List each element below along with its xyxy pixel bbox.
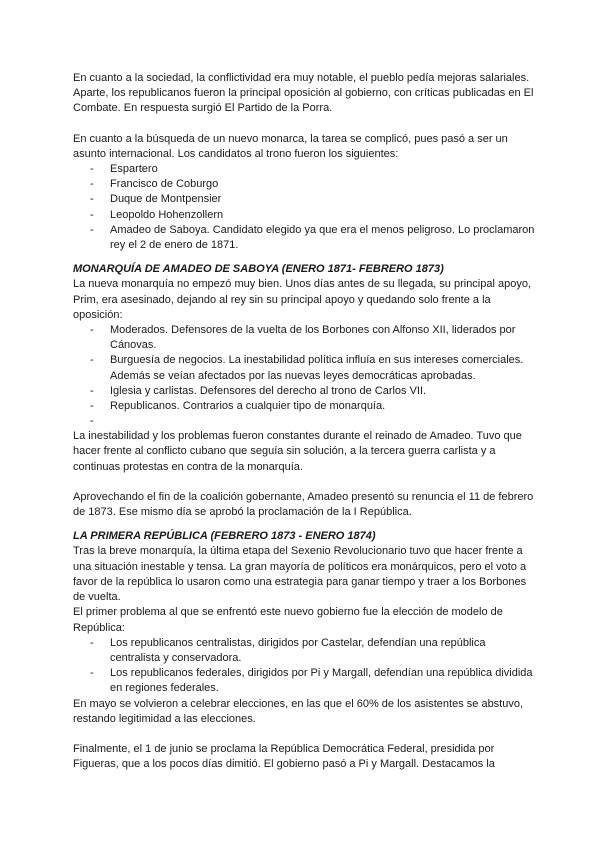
list-item: - Republicanos. Contrarios a cualquier tipo de monarquía. <box>90 399 535 414</box>
list-item: - Duque de Montpensier <box>90 192 535 207</box>
list-item: - Francisco de Coburgo <box>90 177 535 192</box>
list-item: - Moderados. Defensores de la vuelta de los Borbones con Alfonso XII, liderados por Cánovas. <box>90 323 535 353</box>
list-item: - Amadeo de Saboya. Candidato elegido ya que era el menos peligroso. Lo proclamaron rey el 2 de enero de 1871. <box>90 223 535 253</box>
paragraph-new-monarch: En cuanto a la búsqueda de un nuevo monarca, la tarea se complicó, pues pasó a ser un asunto internacional. Los candidatos al trono fueron los siguientes: <box>73 132 508 160</box>
list-item: - Leopoldo Hohenzollern <box>90 208 535 223</box>
paragraph-model-problem: El primer problema al que se enfrentó este nuevo gobierno fue la elección de modelo de República: <box>73 606 503 634</box>
paragraph-elections: En mayo se volvieron a celebrar elecciones, en las que el 60% de los asistentes se abstuvo, restando legitimidad a las elecciones. <box>73 697 524 725</box>
paragraph-instability: La inestabilidad y los problemas fueron constantes durante el reinado de Amadeo. Tuvo que hacer frente al conflicto cubano que seguía sin solución, a la tercera guerra carlista y a continuas protestas en contra de la monarquía. <box>73 430 522 473</box>
document-body <box>73 71 535 772</box>
list-item: - Los republicanos centralistas, dirigidos por Castelar, defendían una república centralista y conservadora. <box>90 636 535 666</box>
section-heading-republic: LA PRIMERA REPÚBLICA (FEBRERO 1873 - ENERO 1874) <box>73 530 376 543</box>
candidates-list <box>73 162 535 253</box>
paragraph-abdication: Aprovechando el fin de la coalición gobernante, Amadeo presentó su renuncia el 11 de febrero de 1873. Ese mismo día se aprobó la proclamación de la I República. <box>73 490 534 519</box>
list-item: - Iglesia y carlistas. Defensores del derecho al trono de Carlos VII. <box>90 384 535 399</box>
section-heading-amadeo: MONARQUÍA DE AMADEO DE SABOYA (ENERO 1871- FEBRERO 1873) <box>73 263 444 276</box>
paragraph-federal-republic: Finalmente, el 1 de junio se proclama la República Democrática Federal, presidida por Figueras, que a los pocos días dimitió. El gobierno pasó a Pi y Margall. Destacamos la <box>73 742 495 771</box>
paragraph-republic-intro: Tras la breve monarquía, la última etapa del Sexenio Revolucionario tuvo que hacer frente a una situación inestable y tensa. La gran mayoría de políticos era monárquicos, pero el voto a favor de la república lo usaron como una estrategia para ganar tiempo y traer a los Borbones de vuelta. <box>73 545 527 604</box>
list-item-empty <box>90 414 535 429</box>
paragraph-society: En cuanto a la sociedad, la conflictividad era muy notable, el pueblo pedía mejoras salariales. Aparte, los republicanos fueron la principal oposición al gobierno, con críticas publicadas en El Combate. En respuesta surgió El Partido de la Porra. <box>73 72 534 115</box>
models-list <box>73 636 535 697</box>
paragraph-amadeo-intro: La nueva monarquía no empezó muy bien. Unos días antes de su llegada, su principal apoyo, Prim, era asesinado, dejando al rey sin su principal apoyo y quedando solo frente a la oposición: <box>73 278 532 321</box>
opposition-list <box>73 323 535 429</box>
list-item: - Espartero <box>90 162 535 177</box>
list-item: - Burguesía de negocios. La inestabilidad política influía en sus intereses comerciales. Además se veían afectados por las nuevas leyes democráticas aprobadas. <box>90 353 535 383</box>
list-item: - Los republicanos federales, dirigidos por Pi y Margall, defendían una república dividida en regiones federales. <box>90 666 535 696</box>
